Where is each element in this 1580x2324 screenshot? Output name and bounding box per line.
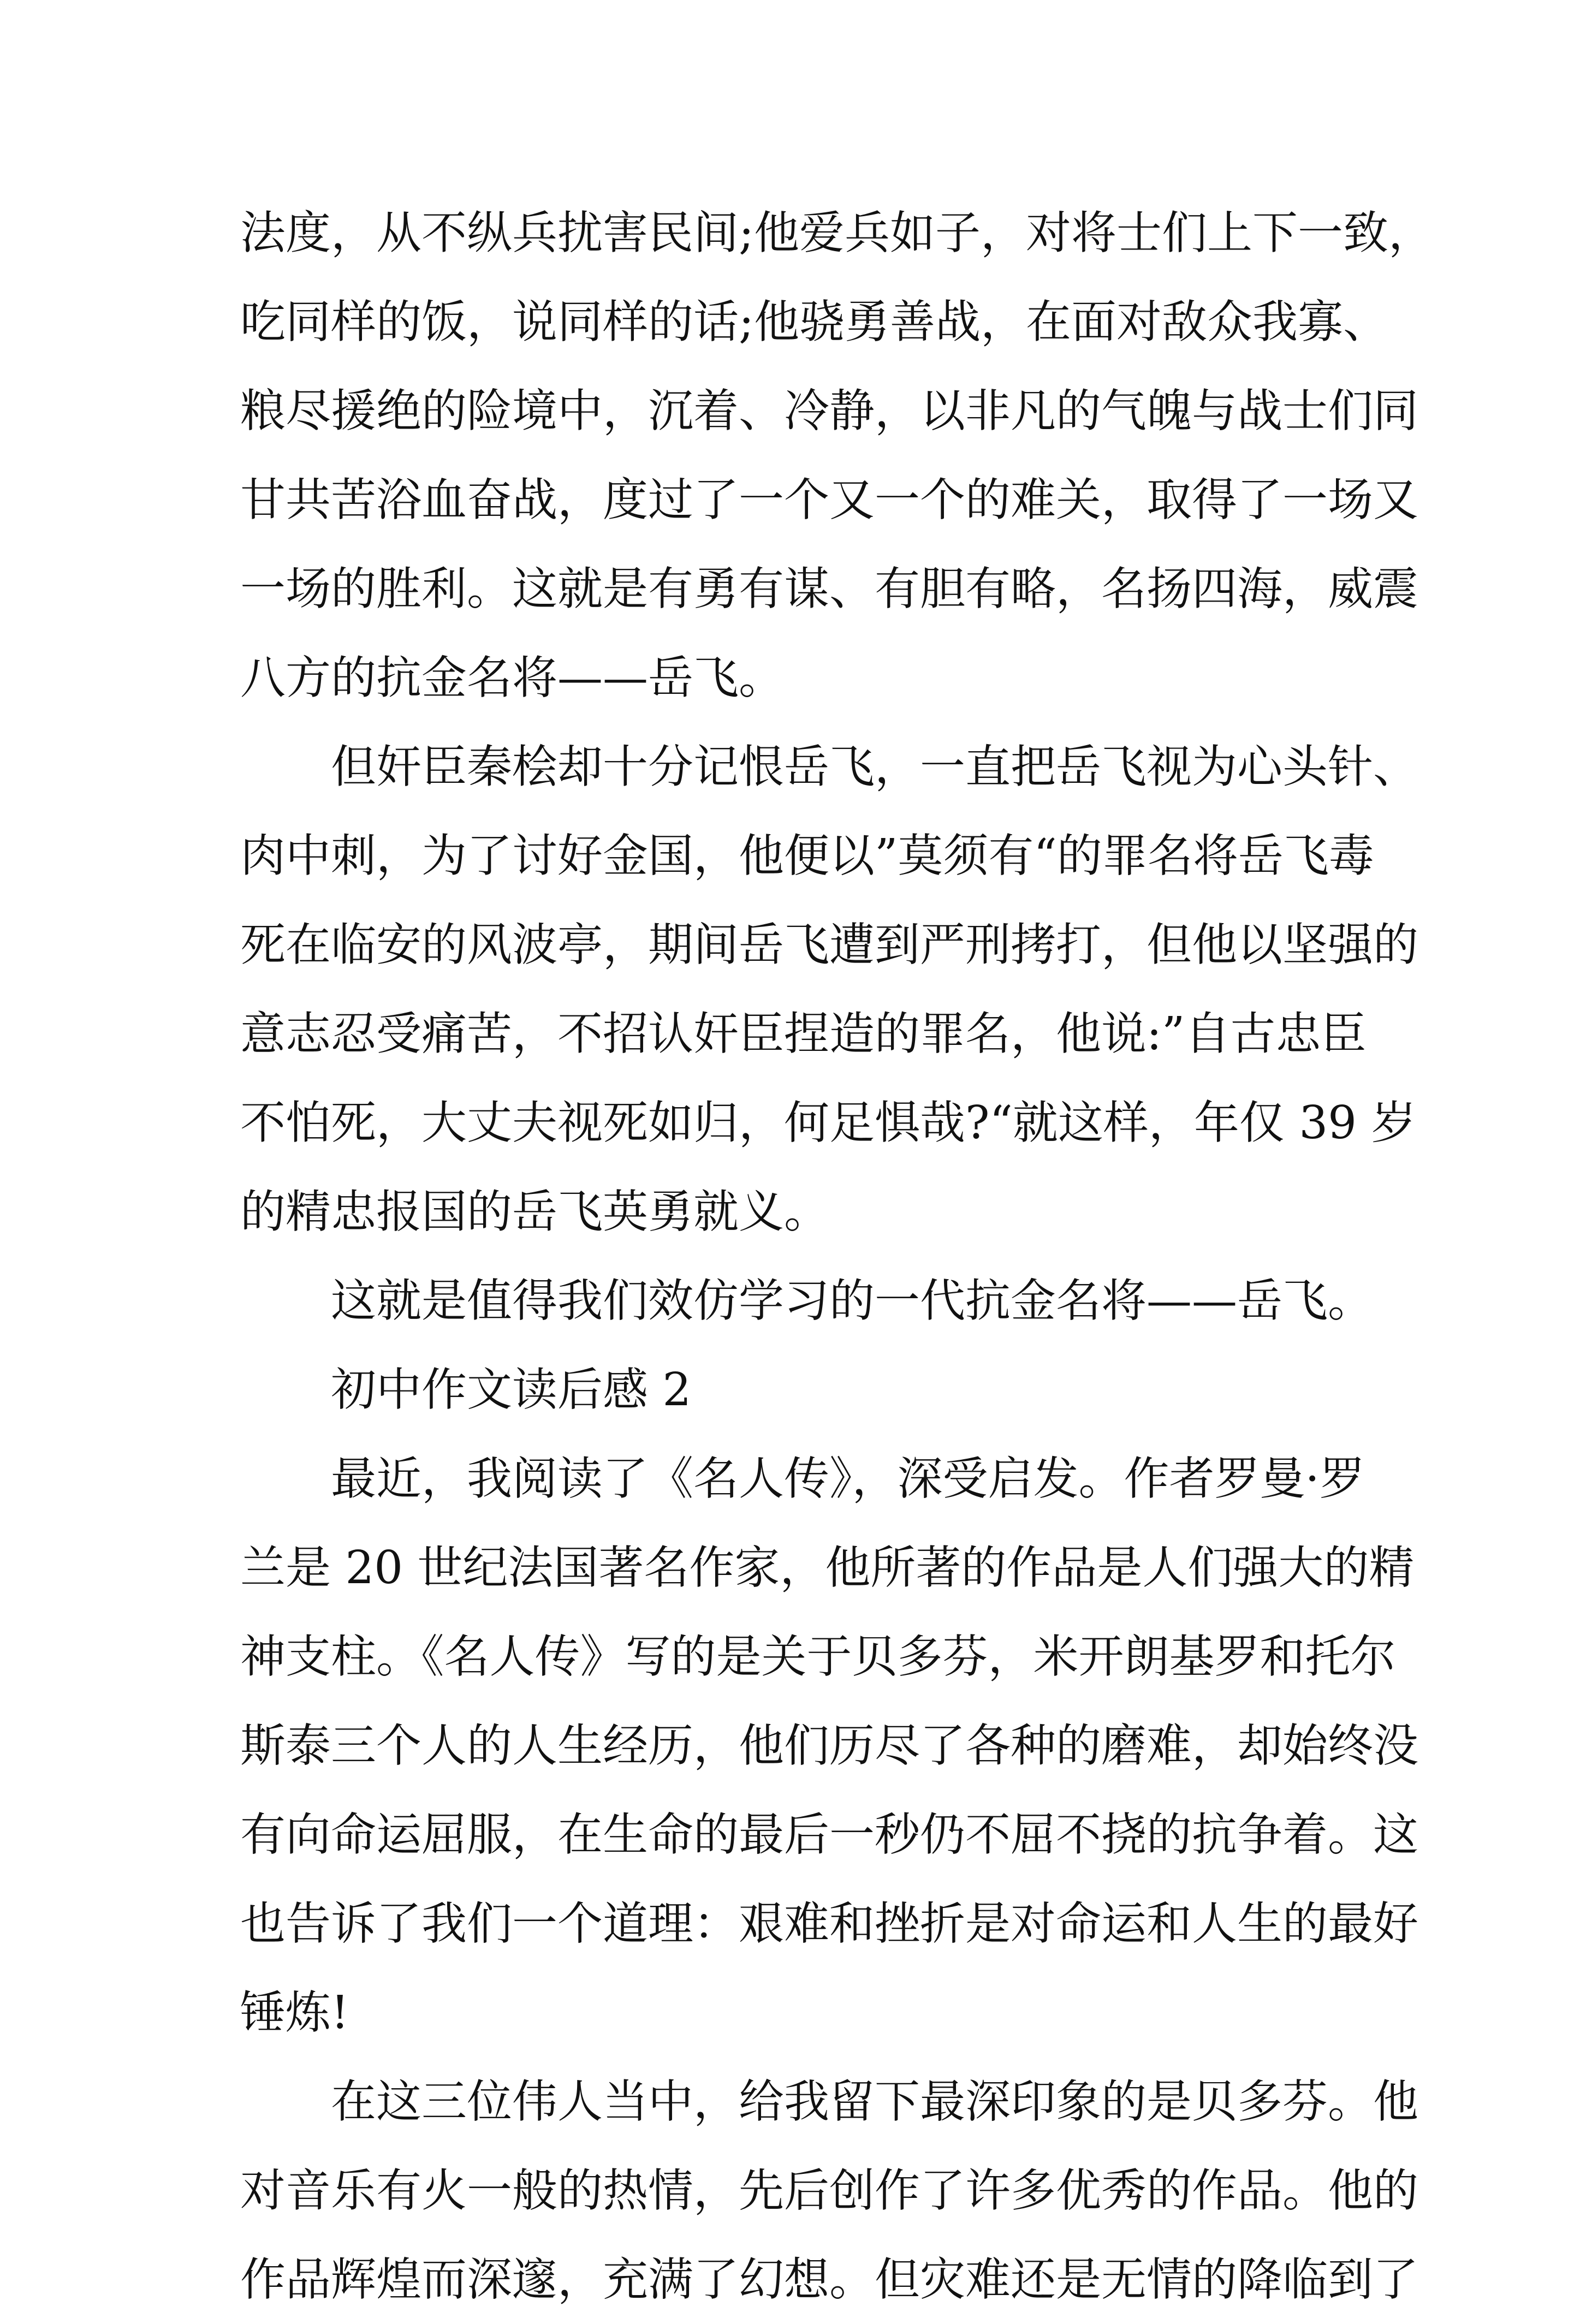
paragraph xyxy=(240,1256,1373,1345)
text-line: 最近，我阅读了《名人传》，深受启发。作者罗曼·罗 xyxy=(331,1452,1365,1505)
text-line: 意志忍受痛苦，不招认奸臣捏造的罪名，他说:”自古忠臣 xyxy=(240,1007,1367,1060)
text-line: 肉中刺，为了讨好金国，他便以”莫须有“的罪名将岳飞毒 xyxy=(240,829,1374,882)
paragraph xyxy=(240,1434,1418,2057)
paragraph xyxy=(240,2057,1418,2324)
text-line: 死在临安的风波亭，期间岳飞遭到严刑拷打，但他以坚强的 xyxy=(240,918,1418,971)
text-line: 对音乐有火一般的热情，先后创作了许多优秀的作品。他的 xyxy=(240,2164,1418,2217)
document-body xyxy=(240,188,1434,2324)
text-line: 不怕死，大丈夫视死如归，何足惧哉?“就这样，年仅 39 岁 xyxy=(240,1096,1417,1149)
paragraph xyxy=(240,188,1434,722)
heading-text: 初中作文读后感 2 xyxy=(331,1363,692,1416)
text-line: 在这三位伟人当中，给我留下最深印象的是贝多芬。他 xyxy=(331,2075,1418,2128)
text-line: 的精忠报国的岳飞英勇就义。 xyxy=(240,1185,829,1238)
text-line: 法度，从不纵兵扰害民间;他爱兵如子，对将士们上下一致， xyxy=(240,206,1434,259)
text-line: 也告诉了我们一个道理：艰难和挫折是对命运和人生的最好 xyxy=(240,1897,1418,1950)
text-line: 斯泰三个人的人生经历，他们历尽了各种的磨难，却始终没 xyxy=(240,1719,1418,1772)
text-line: 这就是值得我们效仿学习的一代抗金名将——岳飞。 xyxy=(331,1274,1373,1327)
section-heading xyxy=(240,1345,1349,1434)
text-line: 甘共苦浴血奋战，度过了一个又一个的难关，取得了一场又 xyxy=(240,473,1418,526)
text-line: 神支柱。《名人传》写的是关于贝多芬，米开朗基罗和托尔 xyxy=(240,1630,1396,1683)
text-line: 粮尽援绝的险境中，沉着、冷静，以非凡的气魄与战士们同 xyxy=(240,384,1418,437)
text-line: 作品辉煌而深邃，充满了幻想。但灾难还是无情的降临到了 xyxy=(240,2253,1418,2306)
text-line: 一场的胜利。这就是有勇有谋、有胆有略，名扬四海，威震 xyxy=(240,562,1418,615)
text-line: 有向命运屈服，在生命的最后一秒仍不屈不挠的抗争着。这 xyxy=(240,1808,1418,1861)
paragraph xyxy=(240,722,1418,1256)
text-line: 八方的抗金名将——岳飞。 xyxy=(240,651,784,704)
text-line: 吃同样的饭，说同样的话;他骁勇善战，在面对敌众我寡、 xyxy=(240,295,1388,348)
text-line: 兰是 20 世纪法国著名作家，他所著的作品是人们强大的精 xyxy=(240,1541,1415,1594)
text-line: 但奸臣秦桧却十分记恨岳飞，一直把岳飞视为心头针、 xyxy=(331,740,1418,793)
text-line: 锤炼! xyxy=(240,1986,349,2039)
